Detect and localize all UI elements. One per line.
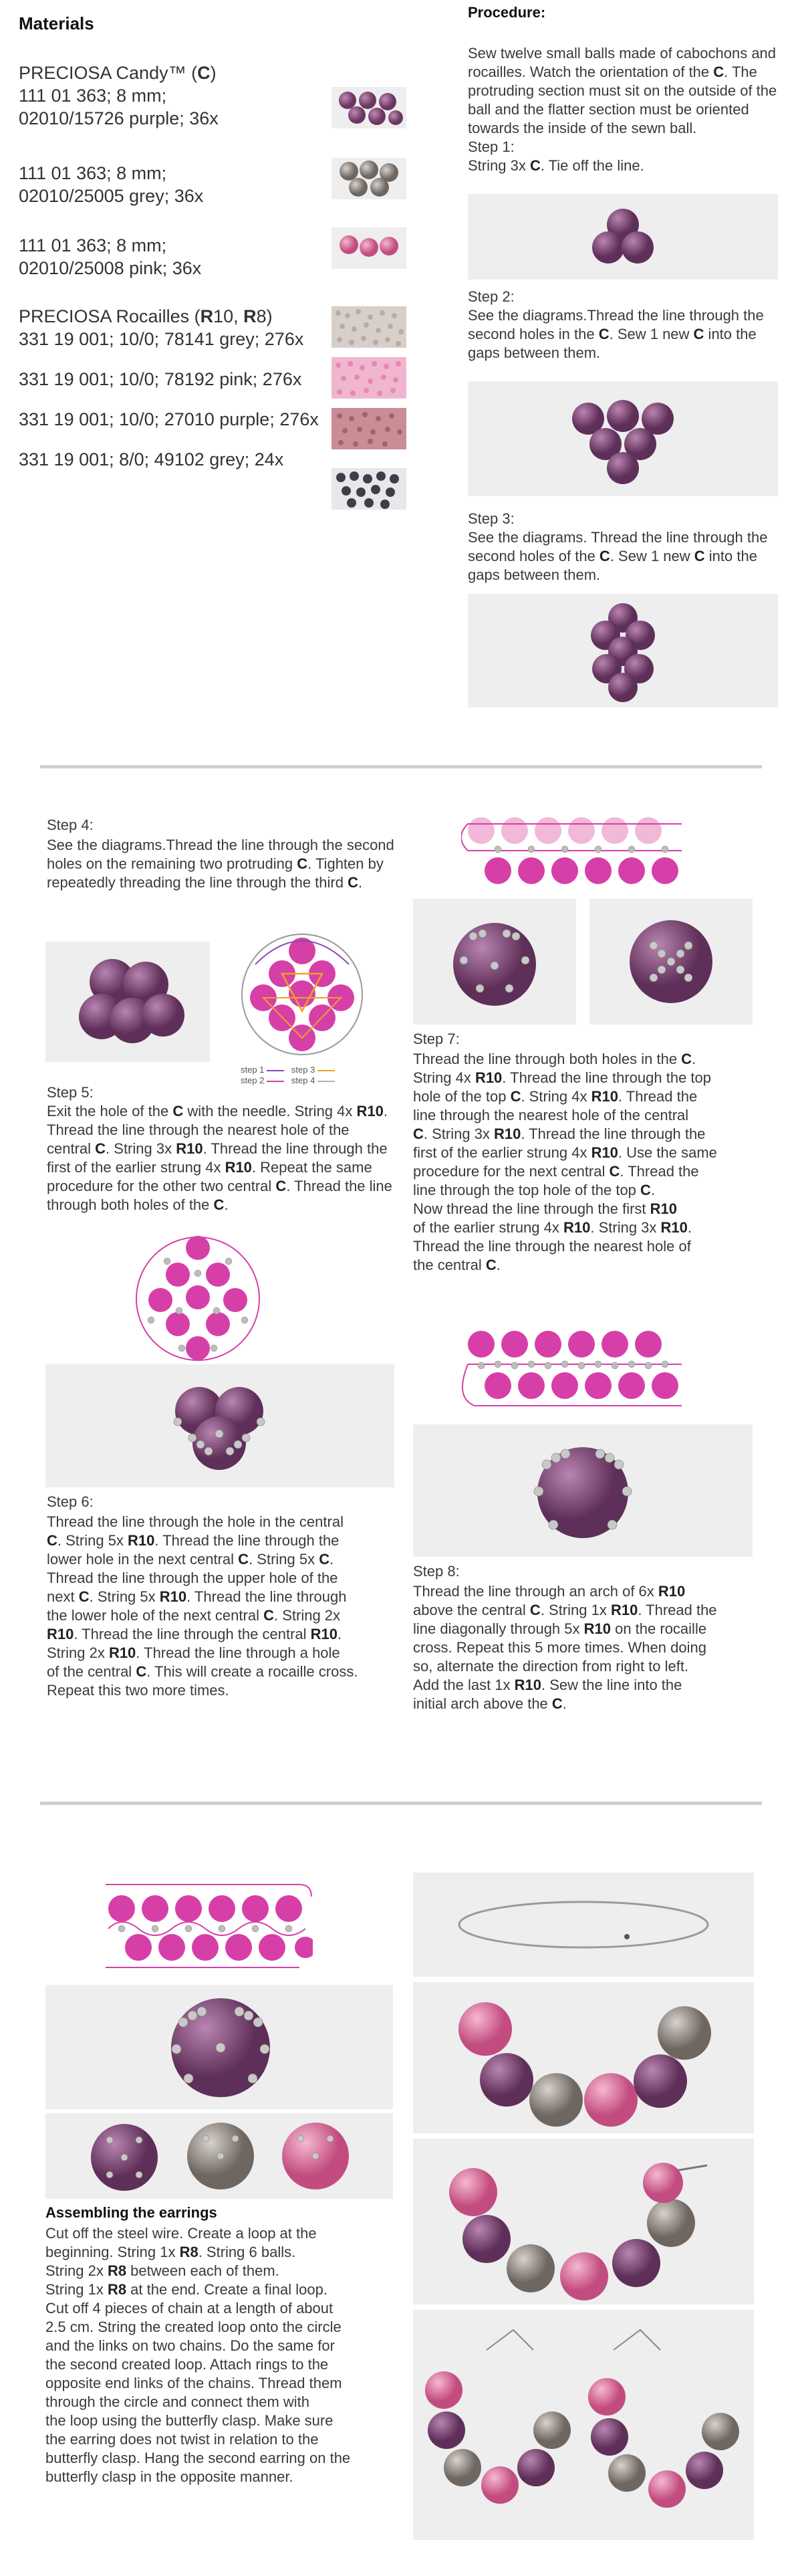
text-line: Cut off the steel wire. Create a loop at the bbox=[45, 2225, 317, 2242]
finished-ball-photo bbox=[45, 1985, 393, 2109]
text-line: of the earlier strung 4x R10. String 3x R10. bbox=[413, 1219, 692, 1236]
text-line: line through the nearest hole of the central bbox=[413, 1107, 689, 1123]
text-line: Thread the line through the upper hole of the bbox=[47, 1570, 338, 1586]
text-line: procedure for the next central C. Thread the bbox=[413, 1163, 699, 1180]
text-line: initial arch above the C. bbox=[413, 1695, 567, 1712]
purple-rocailles-thumbnail bbox=[331, 408, 406, 449]
step2-photo bbox=[468, 381, 778, 496]
text-line: cross. Repeat this 5 more times. When doing bbox=[413, 1639, 706, 1656]
three-balls-photo bbox=[45, 2113, 393, 2199]
text-line: and the links on two chains. Do the same for bbox=[45, 2337, 335, 2354]
section-divider-1 bbox=[40, 765, 762, 768]
candy-3-line1: 111 01 363; 8 mm; bbox=[19, 235, 167, 255]
text-line: Thread the line through the nearest hole of bbox=[413, 1238, 691, 1255]
text-line: through the circle and connect them with bbox=[45, 2393, 310, 2410]
materials-title: Materials bbox=[19, 13, 94, 33]
steel-wire-photo bbox=[413, 1872, 754, 1977]
procedure-title: Procedure: bbox=[468, 4, 546, 21]
text-line: C. String 3x R10. Thread the line through the bbox=[413, 1125, 706, 1142]
text-line: R10. Thread the line through the central R10. bbox=[47, 1626, 342, 1642]
purple-beads-thumbnail bbox=[331, 87, 406, 128]
step6-title: Step 6: bbox=[47, 1493, 94, 1510]
text-line: String 1x R8 at the end. Create a final loop. bbox=[45, 2281, 327, 2298]
rocailles-1: 331 19 001; 10/0; 78141 grey; 276x bbox=[19, 329, 304, 349]
step4-diagram bbox=[215, 924, 389, 1071]
step8-title: Step 8: bbox=[413, 1563, 460, 1580]
text-line: next C. String 5x R10. Thread the line through bbox=[47, 1588, 347, 1605]
candy-1-line2: 02010/15726 purple; 36x bbox=[19, 108, 219, 128]
text-line: Add the last 1x R10. Sew the line into the bbox=[413, 1677, 682, 1693]
text-line: first of the earlier strung 4x R10. Use the same bbox=[413, 1144, 717, 1161]
step7-photo-left bbox=[413, 899, 576, 1025]
materials-rocailles bbox=[19, 305, 353, 471]
text-line: Now thread the line through the first R10 bbox=[413, 1200, 678, 1217]
step8-diagram bbox=[461, 1324, 688, 1411]
candy-brand: PRECIOSA Candy™ (C) bbox=[19, 63, 217, 83]
text-line: Thread the line through the hole in the central bbox=[47, 1513, 344, 1530]
step3-photo bbox=[468, 594, 778, 708]
rocailles-4: 331 19 001; 8/0; 49102 grey; 24x bbox=[19, 449, 284, 469]
text-line: line diagonally through 5x R10 on the rocaille bbox=[413, 1620, 707, 1637]
candy-2-line2: 02010/25005 grey; 36x bbox=[19, 186, 204, 206]
bracelet-balls-photo bbox=[413, 1982, 754, 2133]
text-line: Thread the line through an arch of 6x R10 bbox=[413, 1583, 686, 1600]
text-line: the second created loop. Attach rings to the bbox=[45, 2356, 329, 2373]
step1-text: String 3x C. Tie off the line. bbox=[468, 157, 644, 174]
rocailles-brand: PRECIOSA Rocailles (R10, R8) bbox=[19, 306, 273, 326]
text-line: C. String 5x R10. Thread the line through the bbox=[47, 1532, 340, 1549]
text-line: the loop using the butterfly clasp. Make sure bbox=[45, 2412, 333, 2429]
candy-2-line1: 111 01 363; 8 mm; bbox=[19, 163, 167, 183]
text-line: of the central C. This will create a rocaille cross. bbox=[47, 1663, 358, 1680]
step2-text: See the diagrams.Thread the line through the second holes in the C. Sew 1 new C into the gaps between them. bbox=[468, 307, 764, 361]
grey-rocailles-thumbnail bbox=[331, 306, 406, 348]
text-line: String 4x R10. Thread the line through the top bbox=[413, 1069, 712, 1086]
earrings-text bbox=[45, 2224, 420, 2486]
bracelet-photo bbox=[413, 2139, 754, 2304]
text-line: 2.5 cm. String the created loop onto the circle bbox=[45, 2319, 342, 2335]
step8-text bbox=[413, 1582, 774, 1713]
step5-diagram bbox=[131, 1230, 265, 1364]
diagram-legend: step 1 step 3 step 2 step 4 bbox=[241, 1065, 381, 1086]
text-line: butterfly clasp in the opposite manner. bbox=[45, 2468, 293, 2485]
grey-beads-thumbnail bbox=[331, 158, 406, 199]
text-line: line through the top hole of the top C. bbox=[413, 1182, 656, 1198]
step5-title: Step 5: bbox=[47, 1084, 94, 1101]
rocailles-3: 331 19 001; 10/0; 27010 purple; 276x bbox=[19, 409, 319, 429]
step5-text: Exit the hole of the C with the needle. String 4x R10. Thread the line through the nearest hole of the central C. String 3x R10. Thread the line through the first of the earlier strung 4x R10. Repeat the same procedure for the other two central C. Thread the line through both holes of the C. bbox=[47, 1103, 392, 1213]
text-line: butterfly clasp. Hang the second earring on the bbox=[45, 2450, 351, 2466]
earrings-title: Assembling the earrings bbox=[45, 2204, 217, 2221]
materials-candy-grey bbox=[19, 162, 313, 207]
step7-top-diagram bbox=[461, 811, 688, 891]
earrings-photo bbox=[413, 2310, 754, 2540]
step8-photo bbox=[413, 1424, 753, 1557]
step7-title: Step 7: bbox=[413, 1031, 460, 1047]
step4-text: See the diagrams.Thread the line through the second holes on the remaining two protruding C. Tighten by repeatedly threading the line through the third C. bbox=[47, 837, 394, 891]
text-line: lower hole in the next central C. String 5x C. bbox=[47, 1551, 334, 1568]
step3-title: Step 3: bbox=[468, 510, 515, 527]
text-line: so, alternate the direction from right to left. bbox=[413, 1658, 689, 1675]
section-divider-2 bbox=[40, 1802, 762, 1805]
candy-3-line2: 02010/25008 pink; 36x bbox=[19, 258, 202, 278]
text-line: String 2x R8 between each of them. bbox=[45, 2262, 279, 2279]
materials-candy-pink bbox=[19, 234, 313, 280]
step7-text bbox=[413, 1050, 774, 1275]
text-line: opposite end links of the chains. Thread them bbox=[45, 2375, 342, 2391]
step3-text: See the diagrams. Thread the line through the second holes of the C. Sew 1 new C into the gaps between them. bbox=[468, 529, 768, 583]
text-line: above the central C. String 1x R10. Thread the bbox=[413, 1602, 717, 1618]
procedure-intro: Sew twelve small balls made of cabochons and rocailles. Watch the orientation of the C. The protruding section must sit on the outside of the ball and the flatter section must be oriented towards the inside of the sewn ball. bbox=[468, 45, 777, 136]
step5-photo bbox=[45, 1364, 394, 1487]
candy-1-line1: 111 01 363; 8 mm; bbox=[19, 86, 167, 106]
step7-photo-right bbox=[589, 899, 753, 1025]
step1-title: Step 1: bbox=[468, 138, 515, 155]
step1-photo bbox=[468, 194, 778, 280]
text-line: String 2x R10. Thread the line through a hole bbox=[47, 1644, 340, 1661]
materials-candy-group bbox=[19, 62, 313, 130]
pink-beads-thumbnail bbox=[331, 227, 406, 269]
grey-large-rocailles-thumbnail bbox=[331, 468, 406, 510]
pink-rocailles-thumbnail bbox=[331, 357, 406, 399]
step4-title: Step 4: bbox=[47, 817, 94, 833]
text-line: the central C. bbox=[413, 1257, 501, 1273]
text-line: the earring does not twist in relation to the bbox=[45, 2431, 319, 2448]
text-line: Cut off 4 pieces of chain at a length of about bbox=[45, 2300, 333, 2317]
rocailles-2: 331 19 001; 10/0; 78192 pink; 276x bbox=[19, 369, 302, 389]
text-line: beginning. String 1x R8. String 6 balls. bbox=[45, 2244, 296, 2260]
text-line: the lower hole of the next central C. String 2x bbox=[47, 1607, 341, 1624]
step6-text bbox=[47, 1513, 408, 1700]
earring-pattern-diagram bbox=[99, 1872, 313, 1975]
step4-photo bbox=[45, 942, 210, 1062]
text-line: hole of the top C. String 4x R10. Thread the bbox=[413, 1088, 698, 1105]
text-line: Thread the line through both holes in the C. bbox=[413, 1051, 696, 1067]
step2-title: Step 2: bbox=[468, 288, 515, 305]
text-line: Repeat this two more times. bbox=[47, 1682, 229, 1699]
